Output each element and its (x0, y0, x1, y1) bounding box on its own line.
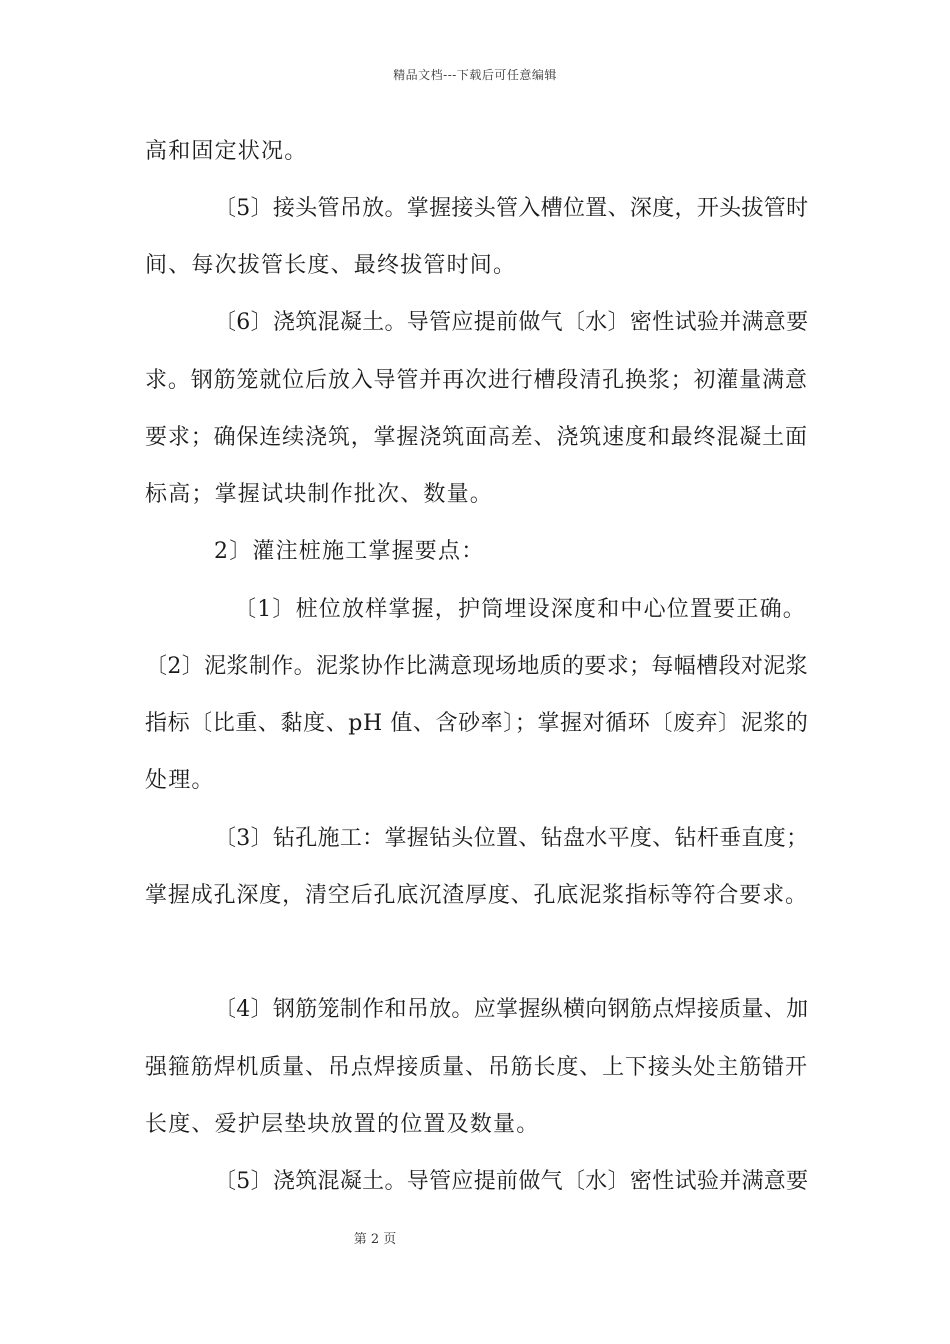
text-line: 高和固定状况。 (145, 139, 308, 164)
text-line: 标高；掌握试块制作批次、数量。 (145, 482, 494, 507)
text-line: 间、每次拔管长度、最终拔管时间。 (145, 253, 517, 278)
text-line: 2〕灌注桩施工掌握要点： (214, 539, 485, 564)
text-line: 强箍筋焊机质量、吊点焊接质量、吊筋长度、上下接头处主筋错开 (145, 1055, 808, 1080)
text-line: 〔5〕浇筑混凝土。导管应提前做气〔水〕密性试验并满意要 (214, 1169, 809, 1194)
text-line: 〔3〕钻孔施工：掌握钻头位置、钻盘水平度、钻杆垂直度； (214, 826, 809, 851)
text-line: 〔4〕钢筋笼制作和吊放。应掌握纵横向钢筋点焊接质量、加 (214, 997, 809, 1022)
text-line: 长度、爱护层垫块放置的位置及数量。 (145, 1112, 540, 1137)
text-line: 求。钢筋笼就位后放入导管并再次进行槽段清孔换浆；初灌量满意 (145, 368, 808, 393)
text-line: 〔5〕接头管吊放。掌握接头管入槽位置、深度，开头拔管时 (214, 196, 809, 221)
text-line: 〔1〕桩位放样掌握，护筒埋设深度和中心位置要正确。 (234, 597, 806, 622)
text-line: 要求；确保连续浇筑，掌握浇筑面高差、浇筑速度和最终混凝土面 (145, 425, 808, 450)
page-header: 精品文档---下载后可任意编辑 (393, 68, 557, 82)
page-number: 第 2 页 (353, 1232, 397, 1247)
text-line: 掌握成孔深度，清空后孔底沉渣厚度、孔底泥浆指标等符合要求。 (145, 883, 808, 908)
text-line: 〔2〕泥浆制作。泥浆协作比满意现场地质的要求；每幅槽段对泥浆 (145, 654, 808, 679)
text-line: 〔6〕浇筑混凝土。导管应提前做气〔水〕密性试验并满意要 (214, 310, 809, 335)
text-line: 处理。 (145, 768, 215, 793)
text-line: 指标〔比重、黏度、pH 值、含砂率〕；掌握对循环〔废弃〕泥浆的 (145, 711, 809, 736)
